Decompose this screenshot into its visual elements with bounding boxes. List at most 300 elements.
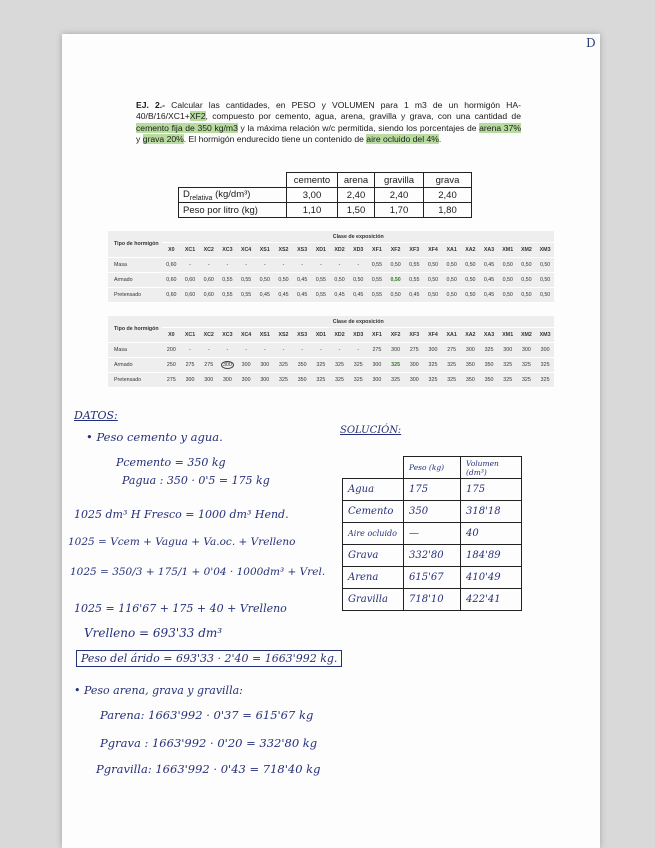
cell-value: 275 [166,377,176,383]
table-cell [480,258,499,273]
cell-value: - [245,262,247,268]
problem-text: , compuesto por cemento, agua, arena, gravilla y grava, con una cantidad de [205,111,521,122]
table-cell [536,258,555,273]
density-row [179,188,472,203]
cell-value: 0,60 [166,262,177,268]
cell-value: - [282,347,285,353]
table-cell [330,343,349,358]
table-row [108,288,554,303]
solution-row [343,545,522,567]
cell-value: 325 [335,377,344,383]
cell: 1,10 [287,203,338,218]
column-header: XF4 [424,243,443,258]
problem-text: y [136,134,143,145]
table-cell [330,273,349,288]
cell-value: 300 [241,362,251,368]
row-label: Masa [108,343,162,358]
table-cell [480,373,499,388]
cell-value: - [357,262,360,268]
table-cell [293,288,312,303]
column-header: XA3 [480,328,499,343]
volumen-cell: 318'18 [461,501,522,523]
column-header: XA1 [442,328,461,343]
row-label: Gravilla [343,589,404,611]
peso-cell: — [404,523,461,545]
row-label: Grava [343,545,404,567]
solution-row [343,479,522,501]
table-cell [312,343,331,358]
cell-value: 300 [260,362,270,368]
problem-text: Calcular las cantidades, en PESO y VOLUMEN para 1 m3 de un hormigón HA-40/B/16/XC1+ [136,100,521,122]
cell-value: 300 [241,377,251,383]
cell-value: 0,45 [483,277,495,283]
column-header: XM3 [536,243,555,258]
table-cell [237,373,256,388]
cell-value: 300 [521,347,531,353]
table-cell [368,343,387,358]
table-cell [517,343,536,358]
highlight-grava: grava 20% [142,134,184,145]
table-cell [442,273,461,288]
column-header: XF1 [368,328,387,343]
table-cell [517,258,536,273]
column-header: XA3 [480,243,499,258]
column-header: XF4 [424,328,443,343]
table-cell [498,373,517,388]
cell-value: 300 [428,347,438,353]
table-cell [255,258,274,273]
table-cell [442,343,461,358]
column-header: X0 [162,243,181,258]
problem-statement [136,100,521,146]
cell-value: - [357,347,360,353]
cell-value: - [245,347,247,353]
column-header: XA2 [461,328,480,343]
row-header: Tipo de hormigón [108,231,162,258]
cell-value: 0,50 [502,262,513,268]
label-sub: relativa [189,194,213,202]
cell-value: 0,50 [521,292,532,298]
table-cell [442,373,461,388]
cell-value: 325 [540,377,550,383]
empty-cell [179,173,287,188]
cell-value: 0,50 [502,292,513,298]
table-cell [181,258,200,273]
cell-value: 0,50 [465,262,476,268]
cell-value: 200 [166,347,176,353]
row-label: Armado [108,273,162,288]
cell-value: - [338,262,341,268]
cell-value: 325 [316,377,326,383]
table-cell [498,288,517,303]
table-cell [368,373,387,388]
table-cell [386,358,405,373]
row-label: Masa [108,258,162,273]
cell-value: 300 [409,377,419,383]
column-header: XD2 [330,328,349,343]
cell-value: 0,50 [278,277,289,283]
cell: 1,70 [375,203,424,218]
table-cell [368,288,387,303]
table-cell [368,273,387,288]
column-header: XS1 [255,328,274,343]
cell-value: 0,55 [240,277,252,283]
table-cell [199,258,218,273]
table-cell [424,358,443,373]
table-cell [274,273,293,288]
empty-cell [343,457,404,479]
volumen-cell: 410'49 [461,567,522,589]
table-cell [517,373,536,388]
column-header-row [108,328,554,343]
handwritten-line: 1025 = 350/3 + 175/1 + 0'04 · 1000dm³ + Vrel. [70,566,326,578]
table-cell [405,273,424,288]
table-cell [461,258,480,273]
cell-value: 300 [465,347,475,353]
table-cell [405,258,424,273]
cell: 2,40 [338,188,375,203]
cell-value: - [319,262,322,268]
column-header: XC4 [237,328,256,343]
handwritten-line: Parena: 1663'992 · 0'37 = 615'67 kg [100,708,314,722]
cell-value: 0,45 [278,292,289,298]
column-header: XA2 [461,243,480,258]
cell-value: 0,50 [427,292,439,298]
cell-value: 325 [428,377,438,383]
cell-value: 0,50 [259,277,270,283]
table-cell [218,358,237,373]
cell-value: 0,60 [184,292,196,298]
handwritten-line: • Peso arena, grava y gravilla: [74,684,243,697]
table-cell [368,258,387,273]
cell-value: 0,45 [334,292,345,298]
table-cell [461,288,480,303]
cell-value: - [189,347,191,353]
table-cell [480,273,499,288]
column-header: XF3 [405,328,424,343]
handwritten-line: 1025 = Vcem + Vagua + Va.oc. + Vrelleno [68,536,296,548]
table-cell [181,343,200,358]
table-cell [349,288,368,303]
peso-cell: 175 [404,479,461,501]
table-cell [162,373,181,388]
exposure-cement-table [108,316,554,388]
solucion-title: SOLUCIÓN: [340,425,402,436]
table-cell [237,258,256,273]
volumen-cell: 422'41 [461,589,522,611]
row-label [179,188,287,203]
cell-value: 325 [540,362,550,368]
cell-value: 300 [260,377,270,383]
table-cell [274,358,293,373]
cell-value: 0,45 [483,262,495,268]
cell-value: 0,50 [390,262,401,268]
header-cemento: cemento [287,173,338,188]
table-cell [461,373,480,388]
cell-value: - [338,347,341,353]
table-cell [274,343,293,358]
table-row [108,343,554,358]
table-cell [517,288,536,303]
handwritten-line: • Peso cemento y agua. [86,430,223,444]
cell-value: 300 [540,347,550,353]
cell-value: 0,50 [465,277,476,283]
cell-value: 300 [372,377,382,383]
cell-value: 0,50 [465,292,476,298]
peso-cell: 718'10 [404,589,461,611]
table-row [108,258,554,273]
table-cell [349,373,368,388]
volumen-cell: 184'89 [461,545,522,567]
cell-value: 325 [335,362,344,368]
table-cell [312,273,331,288]
cell-value: 0,50 [353,277,364,283]
cell-value: 325 [353,377,363,383]
header-volumen: Volumen (dm³) [461,457,522,479]
cell-value: 0,50 [390,277,401,283]
handwritten-line: Pgravilla: 1663'992 · 0'43 = 718'40 kg [96,762,321,776]
cell-value: 275 [372,347,382,353]
table-cell [218,273,237,288]
cell-value: 0,55 [240,292,252,298]
table-cell [424,273,443,288]
cell-value: 0,45 [409,292,420,298]
table-cell [218,373,237,388]
handwritten-line: 1025 = 116'67 + 175 + 40 + Vrelleno [74,602,287,615]
table-cell [293,373,312,388]
column-header: XF2 [386,243,405,258]
handwritten-line: Pgrava : 1663'992 · 0'20 = 332'80 kg [100,736,318,750]
cell: 3,00 [287,188,338,203]
cell-value: - [282,262,285,268]
density-table [178,172,472,218]
cell-value: 0,50 [334,277,345,283]
cell-value: 0,50 [427,262,439,268]
table-cell [199,358,218,373]
cell-value: 325 [484,347,494,353]
table-cell [181,358,200,373]
table-cell [255,273,274,288]
table-cell [480,358,499,373]
column-header: XS3 [293,328,312,343]
table-cell [181,373,200,388]
cell: 2,40 [375,188,424,203]
density-header-row [179,173,472,188]
cell-value: 350 [297,362,307,368]
table-cell [480,343,499,358]
table-cell [312,258,331,273]
table-cell [442,288,461,303]
cell-value: 325 [521,362,531,368]
answer-box: Peso del árido = 693'33 · 2'40 = 1663'992 kg. [76,650,342,667]
cell-value: 0,55 [315,292,326,298]
table-cell [293,258,312,273]
row-label: Armado [108,358,162,373]
table-cell [368,358,387,373]
table-cell [255,288,274,303]
table-cell [386,288,405,303]
cell-value: 325 [447,362,457,368]
cell-value: 275 [447,347,457,353]
cell-value: 350 [484,362,494,368]
table-cell [255,373,274,388]
cell-value: 0,60 [203,277,214,283]
table-cell [349,273,368,288]
table-cell [405,343,424,358]
table-cell [199,373,218,388]
table-cell [162,273,181,288]
row-label: Pretensado [108,288,162,303]
table-cell [237,343,256,358]
column-header: XM3 [536,328,555,343]
table-cell [255,358,274,373]
datos-title: DATOS: [74,409,118,422]
table-cell [237,288,256,303]
cell-value: 0,50 [446,292,457,298]
table-cell [330,373,349,388]
problem-text: . El hormigón endurecido tiene un contenido de [183,134,367,145]
column-header-row [108,243,554,258]
problem-text: . [438,134,442,145]
cell-value: 0,45 [353,292,364,298]
cell-value: 0,55 [315,277,326,283]
table-cell [218,288,237,303]
cell-value: 0,60 [166,277,177,283]
cell-value: 0,60 [203,292,214,298]
cell-value: 300 [204,377,214,383]
table-cell [237,358,256,373]
column-header: XC3 [218,328,237,343]
column-header: XF2 [386,328,405,343]
column-header: XD2 [330,243,349,258]
table-cell [536,358,555,373]
header-gravilla: gravilla [375,173,424,188]
table-cell [536,343,555,358]
table-cell [517,358,536,373]
table-cell [274,258,293,273]
table-cell [181,288,200,303]
cell-value: 0,55 [371,277,383,283]
table-cell [405,288,424,303]
table-cell [498,258,517,273]
cell-value: 0,55 [371,262,383,268]
table-cell [312,288,331,303]
table-cell [293,358,312,373]
table-cell [349,343,368,358]
cell-value: 325 [521,377,531,383]
table-cell [162,343,181,358]
table-cell [386,343,405,358]
row-label: Peso por litro (kg) [179,203,287,218]
handwritten-line: Vrelleno = 693'33 dm³ [84,626,223,640]
cell-value: 250 [166,362,176,368]
cell-value: - [207,262,210,268]
table-cell [424,373,443,388]
cell-value: 350 [465,362,475,368]
header-peso: Peso (kg) [404,457,461,479]
cell-value: 350 [465,377,475,383]
table-cell [330,258,349,273]
header-grava: grava [424,173,472,188]
cell-value: 0,60 [184,277,196,283]
cell-value: 300 [391,347,401,353]
cell-value: - [189,262,191,268]
cell-value: 325 [447,377,457,383]
table-cell [536,288,555,303]
cell-value: 325 [279,362,288,368]
cell-value: 275 [204,362,214,368]
group-header: Clase de exposición [162,316,554,328]
table-cell [255,343,274,358]
table-cell [405,358,424,373]
row-label: Arena [343,567,404,589]
cell: 1,80 [424,203,472,218]
table-cell [312,358,331,373]
column-header: XD3 [349,243,368,258]
column-header: XM1 [498,243,517,258]
table-cell [293,273,312,288]
cell-value: - [226,262,229,268]
header-arena: arena [338,173,375,188]
column-header: XF3 [405,243,424,258]
highlight-aire: aire ocluido del 4% [366,134,439,145]
solution-header-row [343,457,522,479]
column-header: XS2 [274,243,293,258]
cell-value: 0,45 [297,277,308,283]
volumen-cell: 175 [461,479,522,501]
corner-mark: D [586,36,596,50]
cell-value: - [226,347,229,353]
column-header: XD1 [312,328,331,343]
cell-value: 325 [428,362,438,368]
table-cell [274,288,293,303]
cell-value: 0,55 [409,277,420,283]
cell-value: 0,45 [259,292,270,298]
table-cell [162,288,181,303]
cell-value: 300 [372,362,382,368]
cell-value: - [263,347,266,353]
table-cell [498,358,517,373]
cell-value: 300 [222,377,232,383]
cell-value: 0,50 [446,277,457,283]
cell-value: 0,50 [502,277,513,283]
table-cell [461,273,480,288]
cell-value: 0,50 [539,262,551,268]
table-cell [461,358,480,373]
table-cell [330,358,349,373]
cell: 2,40 [424,188,472,203]
highlight-xf2: XF2 [189,111,206,122]
cell-value: 0,55 [409,262,420,268]
row-header: Tipo de hormigón [108,316,162,343]
handwritten-line: Pcemento = 350 kg [116,456,226,469]
cell-value: 325 [391,362,401,368]
column-header: XS3 [293,243,312,258]
table-cell [274,373,293,388]
table-cell [312,373,331,388]
table-cell [349,358,368,373]
table-cell [162,358,181,373]
row-label: Cemento [343,501,404,523]
cell-value: 325 [503,377,513,383]
column-header: XS2 [274,328,293,343]
cell-value: 300 [503,347,513,353]
cell-value: 300 [185,377,195,383]
peso-cell: 350 [404,501,461,523]
column-header: XD3 [349,328,368,343]
table-cell [218,343,237,358]
cell-value: 300 [409,362,419,368]
